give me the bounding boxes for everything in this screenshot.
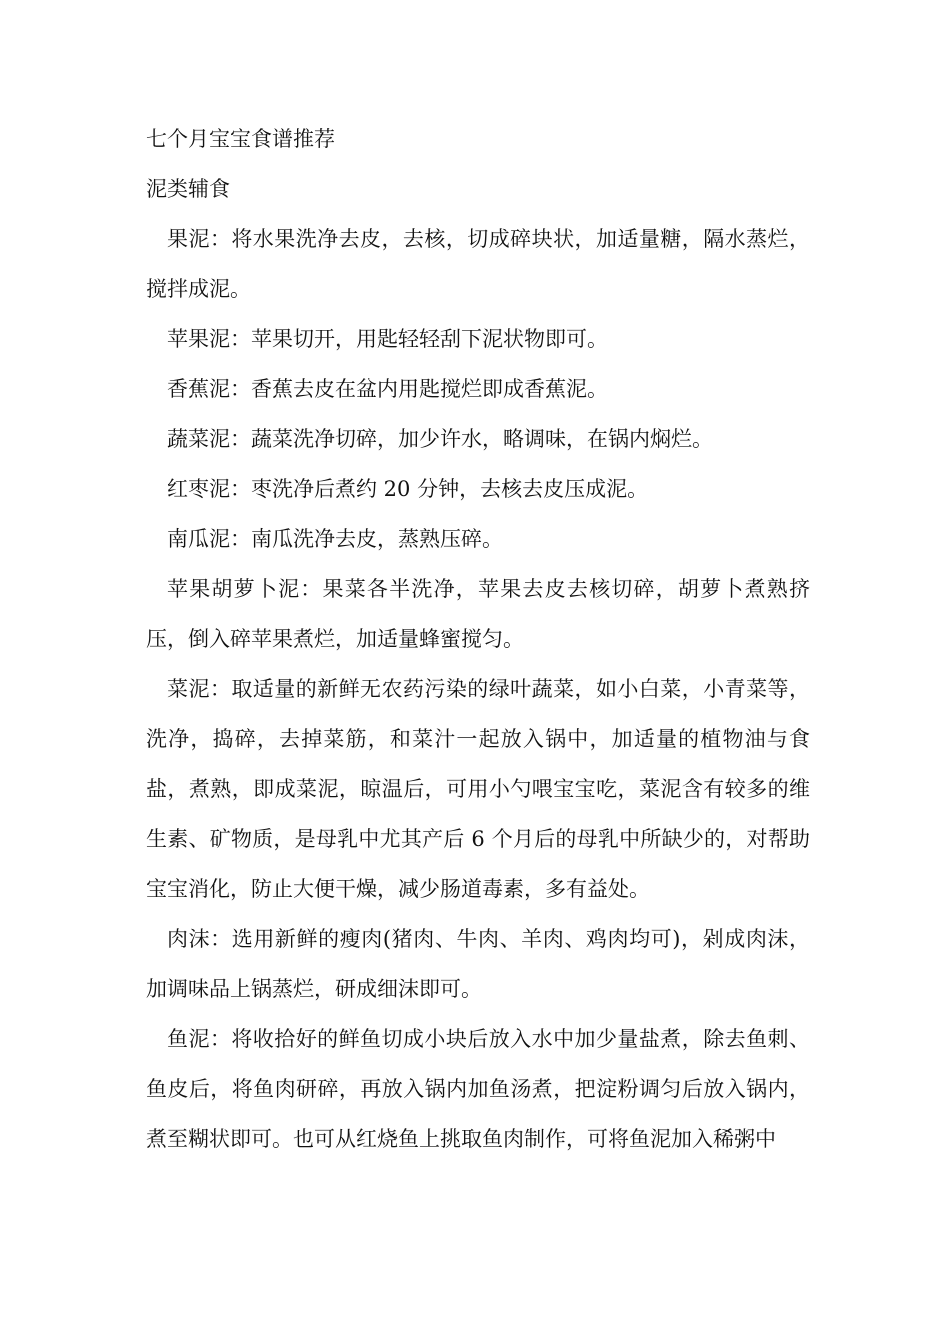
paragraph-apple-puree: 苹果泥：苹果切开，用匙轻轻刮下泥状物即可。 xyxy=(167,327,608,351)
document-title: 七个月宝宝食谱推荐 xyxy=(146,127,335,151)
paragraph-vegetable-puree: 蔬菜泥：蔬菜洗净切碎，加少许水，略调味，在锅内焖烂。 xyxy=(167,427,713,451)
document-page xyxy=(146,114,810,1164)
section-heading: 泥类辅食 xyxy=(146,177,230,201)
paragraph-minced-meat: 肉沫：选用新鲜的瘦肉(猪肉、牛肉、羊肉、鸡肉均可)，剁成肉沫，加调味品上锅蒸烂，研成细沫即可。 xyxy=(146,927,810,1001)
paragraph-fruit-puree: 果泥：将水果洗净去皮，去核，切成碎块状，加适量糖，隔水蒸烂，搅拌成泥。 xyxy=(146,227,810,301)
paragraph-greens-puree: 菜泥：取适量的新鲜无农药污染的绿叶蔬菜，如小白菜，小青菜等，洗净，捣碎，去掉菜筋，和菜汁一起放入锅中，加适量的植物油与食盐，煮熟，即成菜泥，晾温后，可用小勺喂宝宝吃，菜泥含有较多的维生素、矿物质，是母乳中尤其产后 6 个月后的母乳中所缺少的，对帮助宝宝消化，防止大便干燥，减少肠道毒素，多有益处。 xyxy=(146,677,810,901)
paragraph-apple-carrot-puree: 苹果胡萝卜泥：果菜各半洗净，苹果去皮去核切碎，胡萝卜煮熟挤压，倒入碎苹果煮烂，加适量蜂蜜搅匀。 xyxy=(146,577,810,651)
paragraph-jujube-puree: 红枣泥：枣洗净后煮约 20 分钟，去核去皮压成泥。 xyxy=(167,477,649,501)
paragraph-banana-puree: 香蕉泥：香蕉去皮在盆内用匙搅烂即成香蕉泥。 xyxy=(167,377,608,401)
paragraph-pumpkin-puree: 南瓜泥：南瓜洗净去皮，蒸熟压碎。 xyxy=(167,527,503,551)
paragraph-fish-puree: 鱼泥：将收拾好的鲜鱼切成小块后放入水中加少量盐煮，除去鱼刺、鱼皮后，将鱼肉研碎，再放入锅内加鱼汤煮，把淀粉调匀后放入锅内，煮至糊状即可。也可从红烧鱼上挑取鱼肉制作，可将鱼泥加入稀粥中 xyxy=(146,1027,810,1151)
